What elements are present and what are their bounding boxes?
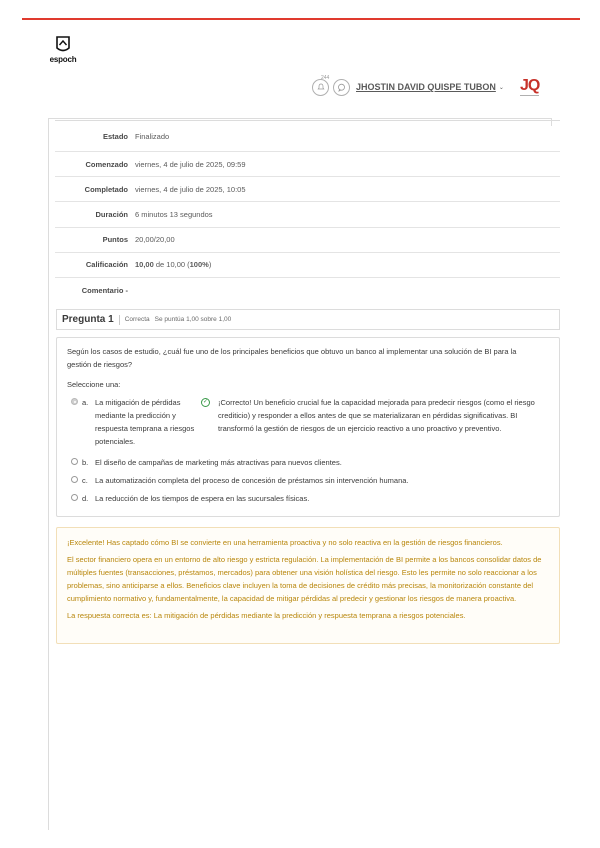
- feedback-explanation: El sector financiero opera en un entorno de alto riesgo y estricta regulación. La implementación de BI permite a los bancos consolidar datos de múltiples fuentes (transacciones, préstamos, mercados) para obtener una visión holística del riesgo. Esto les permite no solo reaccionar a los problemas, sino anticiparse a ellos. Beneficios clave incluyen la toma de decisiones de crédito más precisas, la monitorización constante del cumplimiento normativo y, fundamentalmente, la capacidad de mitigar pérdidas al predecir y gestionar los riesgos de manera proactiva.: [67, 555, 542, 603]
- grade-max: de 10,00 (: [153, 260, 190, 270]
- summary-value: 20,00/20,00: [135, 235, 175, 245]
- avatar[interactable]: JQ: [520, 77, 540, 94]
- summary-row-calificacion: [55, 253, 560, 278]
- summary-row-puntos: [55, 228, 560, 253]
- grade-value: 10,00: [135, 260, 154, 270]
- option-b-label[interactable]: El diseño de campañas de marketing más atractivas para nuevos clientes.: [95, 458, 342, 467]
- option-b-radio[interactable]: [71, 458, 78, 465]
- summary-value: [128, 260, 211, 269]
- option-c-label[interactable]: La automatización completa del proceso de concesión de préstamos sin intervención humana.: [95, 476, 409, 485]
- summary-label: Puntos: [102, 235, 128, 245]
- summary-row-comentario: [55, 278, 560, 303]
- notifications-count: 244: [321, 74, 330, 81]
- feedback-summary: ¡Excelente! Has captado cómo BI se convierte en una herramienta proactiva y no solo reactiva en la gestión de riesgos financieros.: [67, 538, 503, 547]
- option-a-line: respuesta temprana a riesgos: [95, 424, 195, 433]
- top-accent-bar: [22, 18, 580, 20]
- select-label: Seleccione una:: [67, 380, 121, 389]
- option-d-radio[interactable]: [71, 494, 78, 501]
- summary-label: Completado: [84, 184, 128, 194]
- summary-row-comenzado: [55, 152, 560, 177]
- general-feedback: [56, 527, 560, 644]
- divider: [119, 315, 120, 325]
- grade-percent: 100%: [189, 260, 209, 270]
- summary-value: viernes, 4 de julio de 2025, 09:59: [135, 159, 246, 169]
- option-a-line: mediante la predicción y: [95, 411, 176, 420]
- option-a-line: potenciales.: [95, 437, 136, 446]
- question-info: [56, 309, 560, 330]
- summary-value: viernes, 4 de julio de 2025, 10:05: [135, 184, 246, 194]
- notifications-icon[interactable]: [312, 74, 330, 96]
- espoch-logo[interactable]: [48, 36, 78, 64]
- user-menu-name[interactable]: JHOSTIN DAVID QUISPE TUBON: [356, 82, 496, 92]
- summary-row-estado: [55, 121, 560, 152]
- option-a-label[interactable]: [95, 396, 210, 448]
- correct-answer: La respuesta correcta es: La mitigación de pérdidas mediante la predicción y respuesta temprana a riesgos potenciales.: [67, 611, 466, 620]
- attempt-summary-table: [55, 120, 560, 303]
- user-navigation: [312, 74, 504, 96]
- logo-text: espoch: [49, 55, 77, 64]
- chevron-down-icon[interactable]: ⌄: [498, 84, 504, 91]
- option-c-radio[interactable]: [71, 476, 78, 483]
- content-left-border: [48, 118, 49, 830]
- summary-label: Estado: [102, 131, 128, 141]
- question-text: Según los casos de estudio, ¿cuál fue uno de los principales beneficios que obtuvo un banco al implementar una solución de BI para la gestión de riesgos?: [67, 347, 517, 369]
- summary-label: Duración: [95, 209, 128, 219]
- inline-feedback: ¡Correcto! Un beneficio crucial fue la capacidad mejorada para predecir riesgos (como el riesgo crediticio) y responder a ellos antes de que se materializaran en pérdidas significativas. BI transformó la gestión de riesgos de un ejercicio reactivo a uno proactivo y preventivo.: [218, 398, 535, 433]
- option-c-letter: c.: [82, 476, 88, 485]
- grade-close: ): [208, 260, 212, 270]
- logo-icon: [54, 36, 72, 54]
- summary-row-duracion: [55, 202, 560, 227]
- option-a-line: La mitigación de pérdidas: [95, 398, 181, 407]
- option-d-letter: d.: [82, 494, 89, 503]
- question-title: Pregunta 1: [62, 314, 114, 325]
- correct-check-icon: ✓: [202, 399, 209, 405]
- option-a-letter: a.: [82, 398, 89, 407]
- option-d-label[interactable]: La reducción de los tiempos de espera en las sucursales físicas.: [95, 494, 310, 503]
- question-grade: Se puntúa 1,00 sobre 1,00: [154, 316, 232, 323]
- summary-label: Comenzado: [85, 159, 128, 169]
- option-b-letter: b.: [82, 458, 89, 467]
- option-a-radio[interactable]: [71, 398, 78, 405]
- summary-value: Finalizado: [135, 131, 170, 141]
- question-status: Correcta: [124, 316, 150, 323]
- summary-label: Calificación: [85, 260, 128, 270]
- summary-row-completado: [55, 177, 560, 202]
- summary-value: 6 minutos 13 segundos: [135, 209, 213, 219]
- messages-icon[interactable]: [333, 79, 350, 96]
- summary-label: Comentario -: [81, 286, 128, 296]
